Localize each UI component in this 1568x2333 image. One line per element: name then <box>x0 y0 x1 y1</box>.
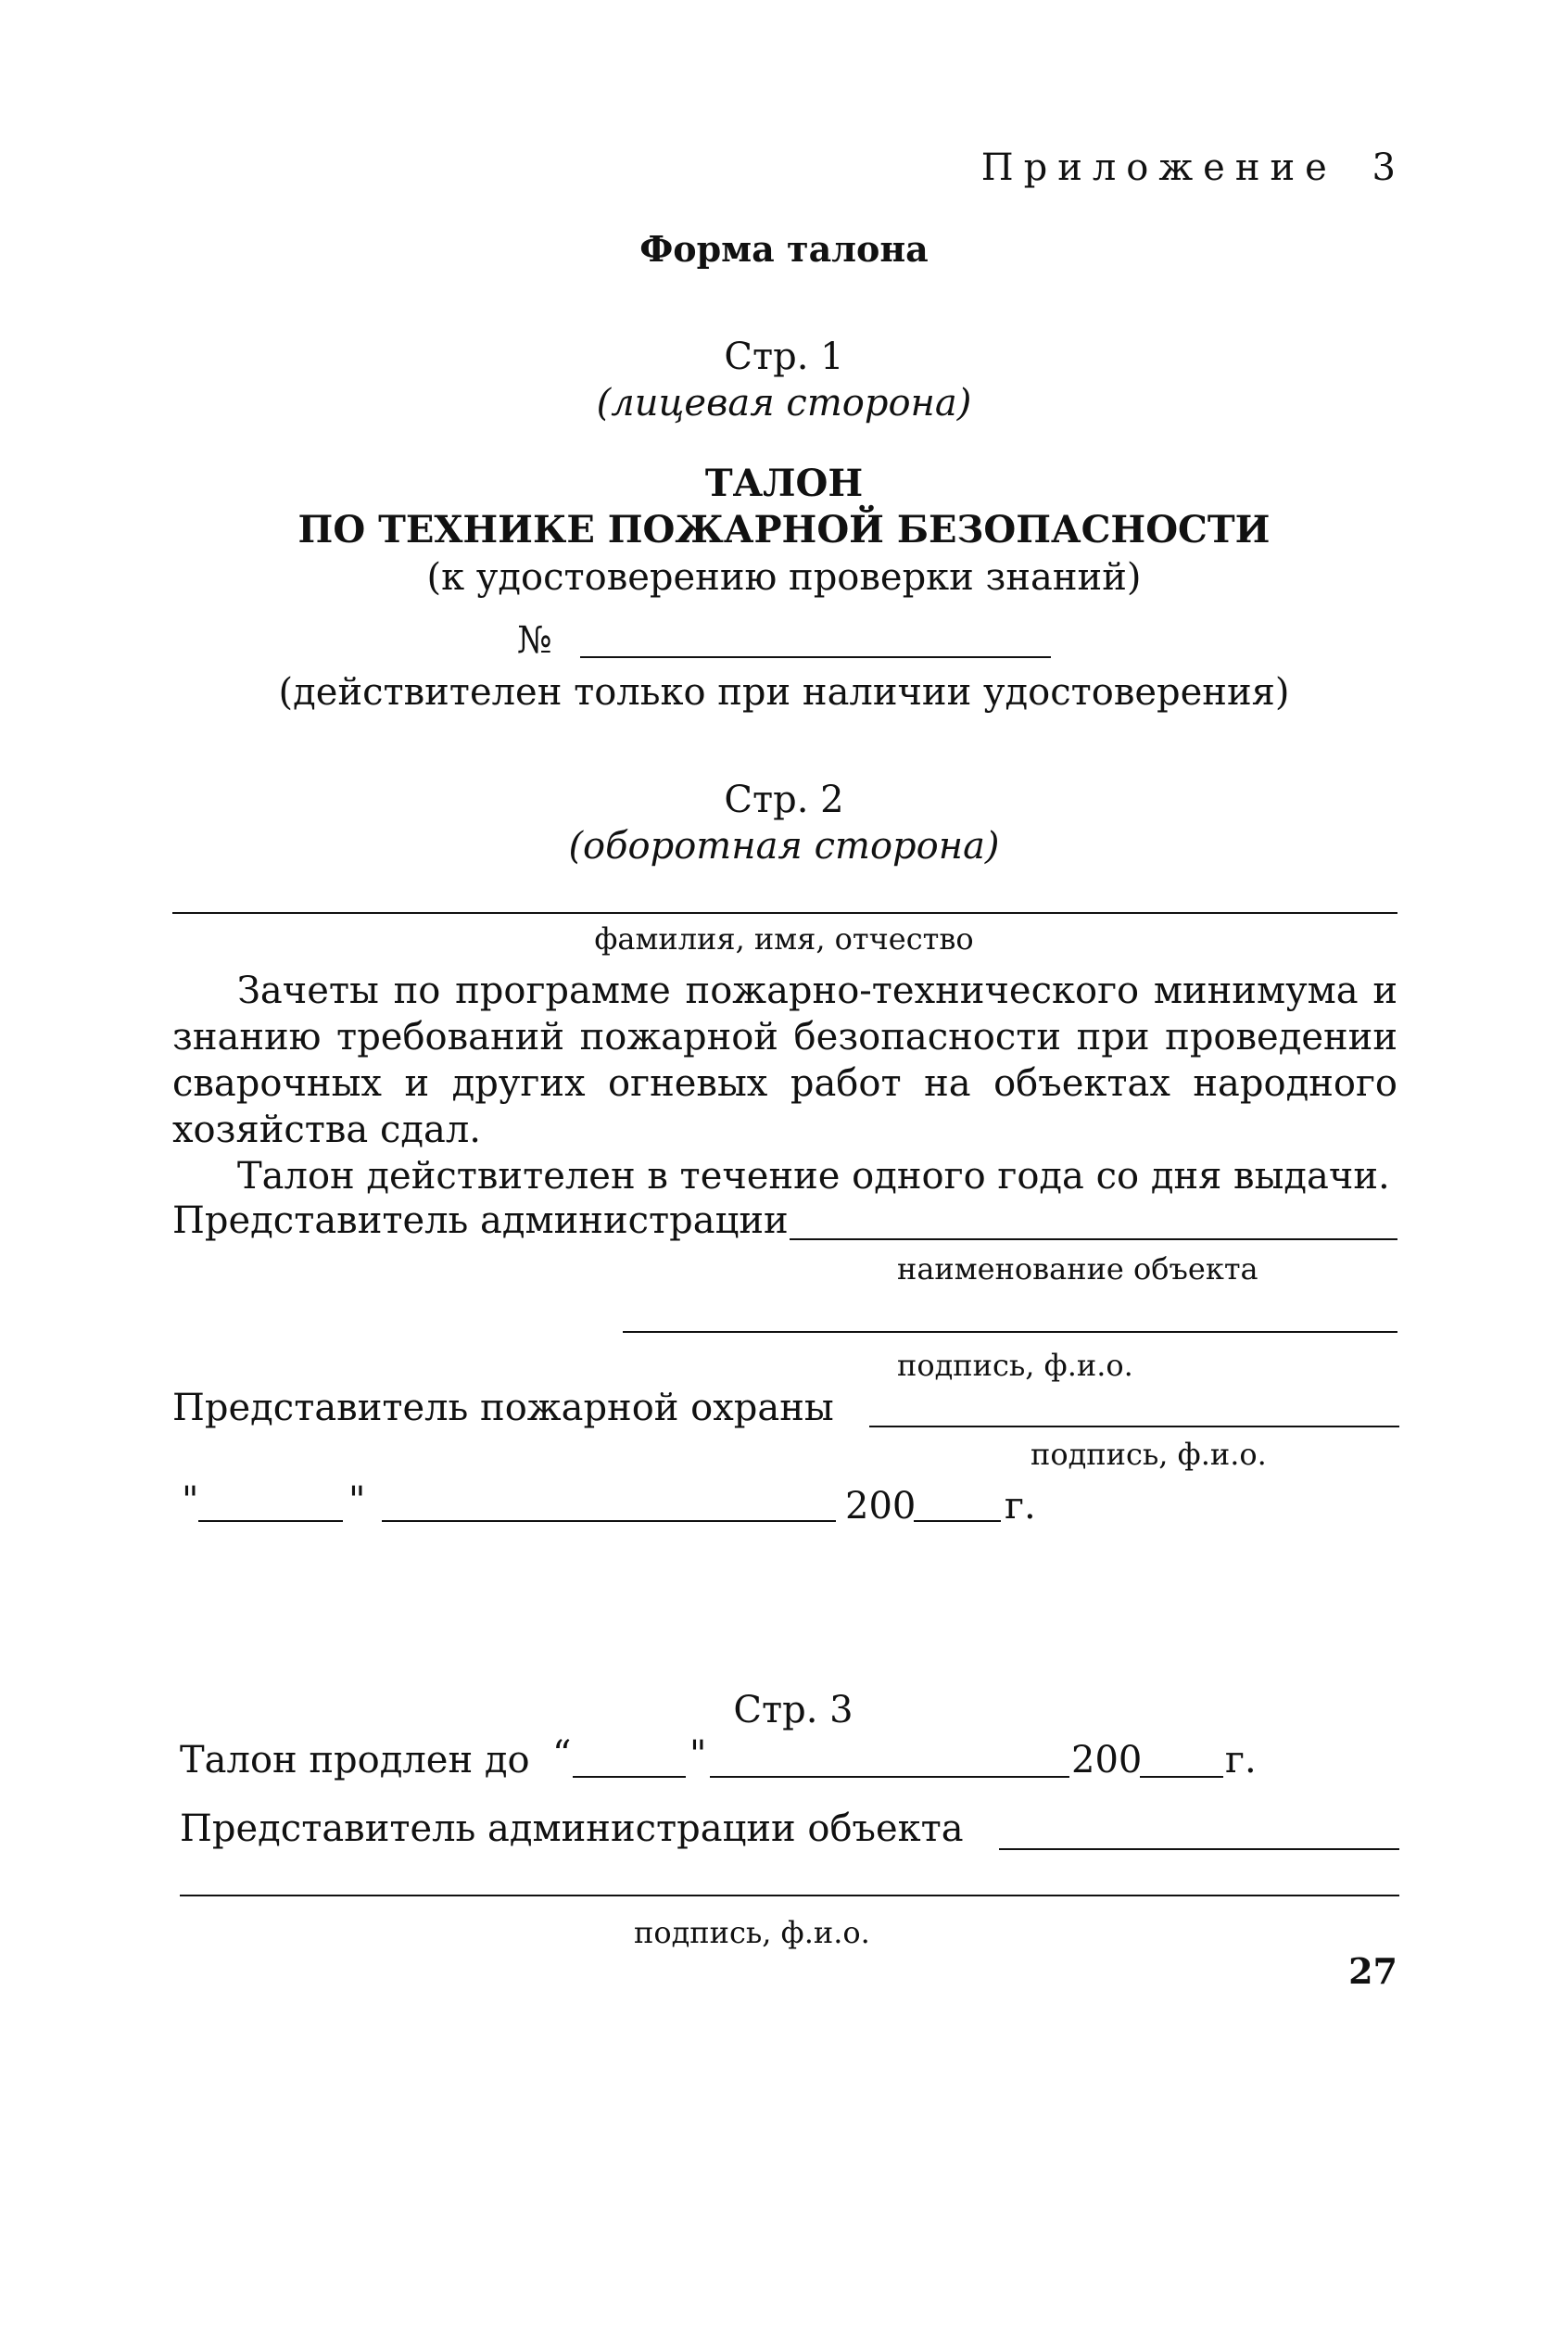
extended-month-blank <box>710 1776 1069 1778</box>
signature-blank-line-1 <box>623 1331 1397 1333</box>
signature-blank-line-3 <box>180 1895 1399 1896</box>
admin-rep-label: Представитель администрации <box>172 1199 789 1242</box>
appendix-number: 3 <box>1372 146 1396 189</box>
date-open-quote: " <box>182 1479 199 1522</box>
admin-object-label: Представитель администрации объекта <box>180 1807 964 1850</box>
object-caption: наименование объекта <box>897 1251 1258 1287</box>
page1-label: Стр. 1 <box>724 336 844 378</box>
appendix-label: Приложение <box>980 146 1337 189</box>
date-year-prefix: 200 <box>845 1485 917 1528</box>
page-number: 27 <box>1348 1950 1397 1992</box>
number-sign: № <box>517 619 552 662</box>
fire-rep-blank-line <box>869 1426 1399 1427</box>
page2-label: Стр. 2 <box>724 779 844 821</box>
date-month-blank <box>382 1520 836 1522</box>
extended-close-quote: " <box>689 1733 707 1776</box>
talon-subject: ПО ТЕХНИКЕ ПОЖАРНОЙ БЕЗОПАСНОСТИ <box>297 508 1271 552</box>
page3-label: Стр. 3 <box>733 1689 854 1731</box>
paragraph-credits: Зачеты по программе пожарно-технического минимума и знанию требований пожарной безопасности при проведении сварочных и других огневых работ на объектах народного хозяйства сдал. <box>172 970 1397 1151</box>
signature-caption-1: подпись, ф.и.о. <box>897 1348 1133 1383</box>
extended-label: Талон продлен до <box>180 1739 530 1781</box>
name-caption: фамилия, имя, отчество <box>594 921 974 957</box>
paragraph-validity: Талон действителен в течение одного года со дня выдачи. <box>237 1155 1390 1198</box>
appendix-header <box>981 146 1396 189</box>
extended-year-suffix: г. <box>1225 1739 1257 1781</box>
page1-side-label: (лицевая сторона) <box>596 382 972 425</box>
admin-rep-blank-line <box>790 1238 1397 1240</box>
page2-side-label: (оборотная сторона) <box>568 825 1000 868</box>
extended-year-blank <box>1140 1776 1223 1778</box>
extended-open-quote: “ <box>552 1733 572 1776</box>
fire-rep-label: Представитель пожарной охраны <box>172 1387 834 1429</box>
talon-subtitle: (к удостоверению проверки знаний) <box>426 556 1142 599</box>
date-close-quote: " <box>348 1479 366 1522</box>
validity-note: (действителен только при наличии удостоверения) <box>278 671 1290 714</box>
date-day-blank <box>198 1520 343 1522</box>
date-year-blank <box>914 1520 1001 1522</box>
extended-day-blank <box>573 1776 686 1778</box>
admin-object-blank-line <box>999 1848 1399 1850</box>
form-title: Форма талона <box>639 228 929 270</box>
name-blank-line <box>172 912 1397 914</box>
talon-title: ТАЛОН <box>704 462 864 505</box>
signature-caption-3: подпись, ф.и.о. <box>634 1915 870 1950</box>
number-blank-line <box>580 656 1051 658</box>
signature-caption-2: подпись, ф.и.о. <box>1031 1437 1267 1472</box>
date-year-suffix: г. <box>1005 1485 1036 1528</box>
extended-year-prefix: 200 <box>1071 1739 1143 1781</box>
